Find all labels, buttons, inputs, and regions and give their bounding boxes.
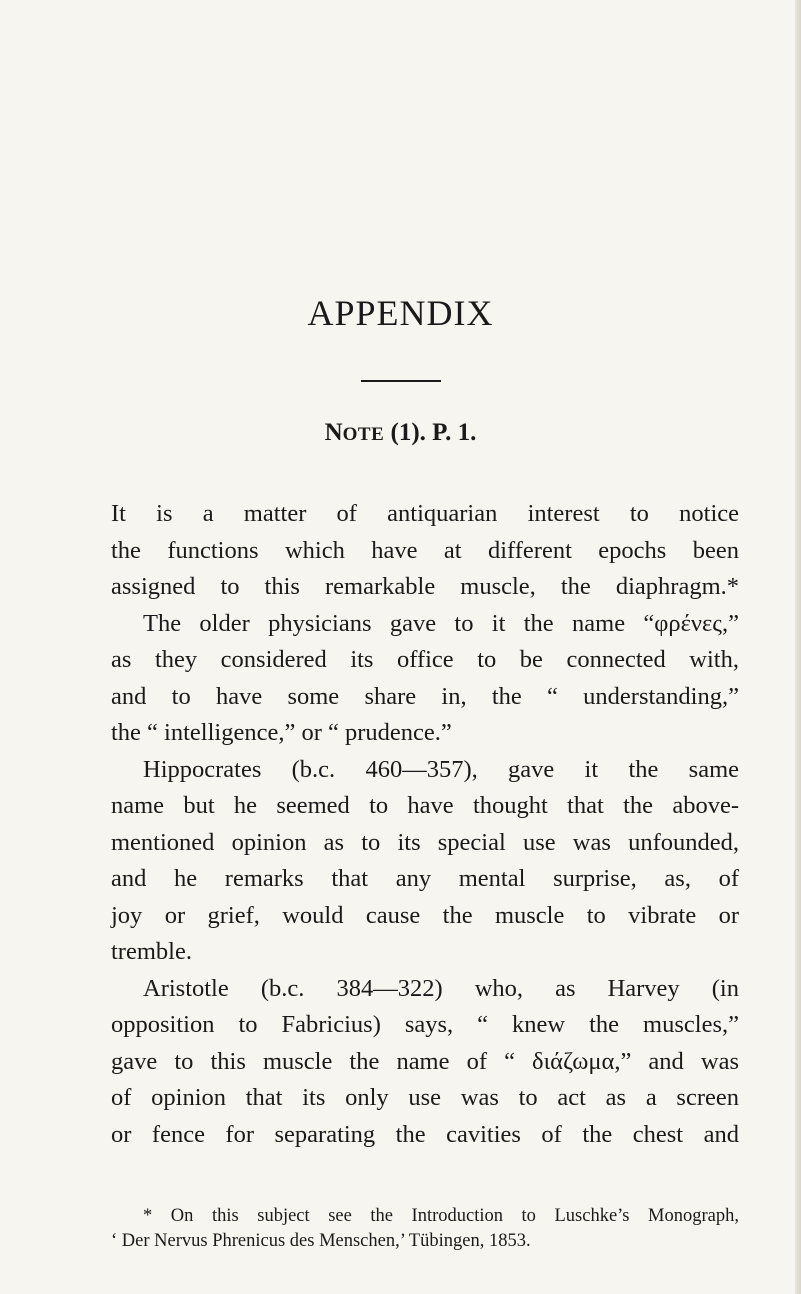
body-line: opposition to Fabricius) says, “ knew the muscles,” — [111, 1011, 739, 1038]
footnote — [111, 1204, 739, 1254]
body-line: assigned to this remarkable muscle, the diaphragm.* — [111, 573, 739, 600]
body-line: joy or grief, would cause the muscle to vibrate or — [111, 901, 739, 929]
body-line: Hippocrates (b.c. 460—357), gave it the same — [143, 755, 739, 783]
body-line: as they considered its office to be connected with, — [111, 646, 739, 673]
footnote-line: * On this subject see the Introduction to Luschke’s Monograph, — [143, 1206, 739, 1226]
body-line: The older physicians gave to it the name “φρένες,” — [143, 609, 739, 637]
footnote-line: ‘ Der Nervus Phrenicus des Menschen,’ Tübingen, 1853. — [111, 1231, 531, 1251]
body-line: It is a matter of antiquarian interest to notice — [111, 500, 739, 527]
body-line: or fence for separating the cavities of the chest and — [111, 1120, 739, 1148]
body-line: name but he seemed to have thought that the above- — [111, 792, 739, 819]
body-line: tremble. — [111, 938, 192, 965]
note-label-initial: N — [324, 419, 343, 446]
note-reference: (1). P. 1. — [384, 419, 477, 446]
page-title: APPENDIX — [307, 293, 494, 333]
body-line: the “ intelligence,” or “ prudence.” — [111, 719, 452, 746]
note-label-rest: OTE — [342, 424, 385, 445]
body-text — [111, 496, 739, 1153]
body-line: the functions which have at different epochs been — [111, 536, 739, 564]
note-heading — [0, 419, 801, 447]
body-line: mentioned opinion as to its special use was unfounded, — [111, 828, 739, 856]
body-line: and to have some share in, the “ understanding,” — [111, 682, 739, 710]
title-rule — [361, 380, 441, 382]
body-line: Aristotle (b.c. 384—322) who, as Harvey (in — [143, 974, 739, 1002]
body-line: and he remarks that any mental surprise, as, of — [111, 865, 739, 892]
body-line: gave to this muscle the name of “ διάζωμα,” and was — [111, 1047, 739, 1075]
page-edge — [795, 0, 801, 1294]
body-line: of opinion that its only use was to act as a screen — [111, 1084, 739, 1111]
